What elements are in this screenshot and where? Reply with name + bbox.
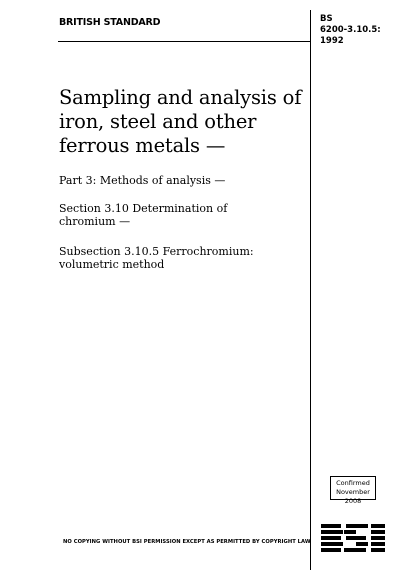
standard-number: BS 6200-3.10.5: 1992 bbox=[320, 14, 381, 46]
header-label: BRITISH STANDARD bbox=[59, 17, 161, 28]
section-heading: Section 3.10 Determination of chromium — bbox=[59, 202, 228, 228]
copyright-notice: NO COPYING WITHOUT BSI PERMISSION EXCEPT AS PERMITTED BY COPYRIGHT LAW bbox=[63, 539, 311, 545]
confirmed-stamp bbox=[330, 476, 376, 505]
vertical-divider bbox=[310, 10, 311, 570]
part-heading: Part 3: Methods of analysis — bbox=[59, 174, 226, 187]
document-title: Sampling and analysis of iron, steel and other ferrous metals — bbox=[59, 86, 302, 157]
confirmed-date: November 2008 bbox=[336, 488, 370, 505]
header-rule bbox=[58, 41, 310, 42]
confirmed-label: Confirmed bbox=[336, 479, 370, 487]
subsection-heading: Subsection 3.10.5 Ferrochromium: volumetric method bbox=[59, 245, 254, 271]
bsi-logo-icon bbox=[319, 520, 389, 558]
